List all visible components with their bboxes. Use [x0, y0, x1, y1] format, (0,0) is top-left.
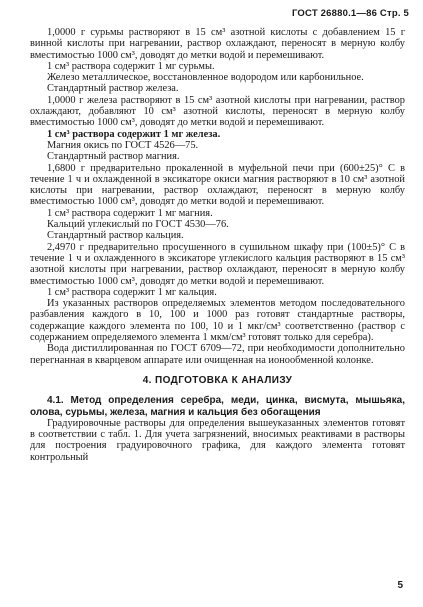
- section-body: Градуировочные растворы для определения вышеуказанных элементов готовят в соответствии с табл. 1. Для учета загрязнений, вносимых реактивами в растворы для построения градуировочного графика, для каждого элемента готовят контрольный: [30, 417, 405, 463]
- paragraph-calcium-content: 1 см³ раствора содержит 1 мг кальция.: [47, 286, 217, 298]
- page-number: 5: [397, 580, 403, 591]
- paragraph-dilution: Из указанных растворов определяемых элементов методом последовательного разбавления каждого в 10, 100 и 1000 раз готовят стандартные растворы, содержащие каждого элемента по 100, 10 и 1 мкг/см³ соответственно (раствор с содержанием определяемого элемента 1 мкм/см³ готовят только для серебра).: [30, 298, 405, 344]
- paragraph-calcium-standard: Стандартный раствор кальция.: [47, 230, 184, 242]
- document-body: [30, 27, 405, 463]
- paragraph-antimony-procedure: 1,0000 г сурьмы растворяют в 15 см³ азотной кислоты с добавлением 15 г винной кислоты при нагревании, раствор охлаждают, переносят в мерную колбу вместимостью 1000 см³, доводят до метки водой и перемешивают.: [30, 27, 405, 61]
- section-heading: 4. ПОДГОТОВКА К АНАЛИЗУ: [142, 374, 293, 386]
- paragraph-iron-content: 1 см³ раствора содержит 1 мг железа.: [47, 128, 221, 140]
- subsection-title-text: 4.1. Метод определения серебра, меди, цинка, висмута, мышьяка, олова, сурьмы, железа, магния и кальция без обогащения: [30, 395, 405, 418]
- subsection-title: [30, 395, 405, 418]
- paragraph-antimony-content: 1 см³ раствора содержит 1 мг сурьмы.: [47, 60, 215, 72]
- paragraph-calcium-material: Кальций углекислый по ГОСТ 4530—76.: [47, 219, 229, 231]
- paragraph-iron-standard: Стандартный раствор железа.: [47, 83, 179, 95]
- paragraph-calcium-procedure: 2,4970 г предварительно просушенного в сушильном шкафу при (100±5)° С в течение 1 ч и охлажденного в эксикаторе углекислого кальция растворяют в 15 см³ азотной кислоты при нагревании, раствор охлаждают, переносят в мерную колбу вместимостью 1000 см³, доводят до метки водой и перемешивают.: [30, 241, 405, 287]
- paragraph-magnesium-standard: Стандартный раствор магния.: [47, 151, 180, 163]
- paragraph-water: Вода дистиллированная по ГОСТ 6709—72, при необходимости дополнительно перегнанная в кварцевом аппарате или очищенная на ионообменной колонке.: [30, 343, 405, 366]
- paragraph-magnesium-procedure: 1,6800 г предварительно прокаленной в муфельной печи при (600±25)° С в течение 1 ч и охлажденной в эксикаторе окиси магния растворяют в 10 см³ азотной кислоты при нагревании, раствор охлаждают, переносят в мерную колбу вместимостью 1000 см³, доводят до метки водой и перемешивают.: [30, 162, 405, 208]
- paragraph-iron-procedure: 1,0000 г железа растворяют в 15 см³ азотной кислоты при нагревании, раствор охлаждают, добавляют 10 см³ азотной кислоты, переносят в мерную колбу вместимостью 1000 см³, доводят до метки водой и перемешивают.: [30, 94, 405, 129]
- page-header: ГОСТ 26880.1—86 Стр. 5: [291, 8, 409, 19]
- paragraph-magnesium-material: Магния окись по ГОСТ 4526—75.: [47, 139, 199, 151]
- paragraph-iron-material: Железо металлическое, восстановленное водородом или карбонильное.: [47, 72, 364, 84]
- paragraph-magnesium-content: 1 см³ раствора содержит 1 мг магния.: [47, 207, 213, 219]
